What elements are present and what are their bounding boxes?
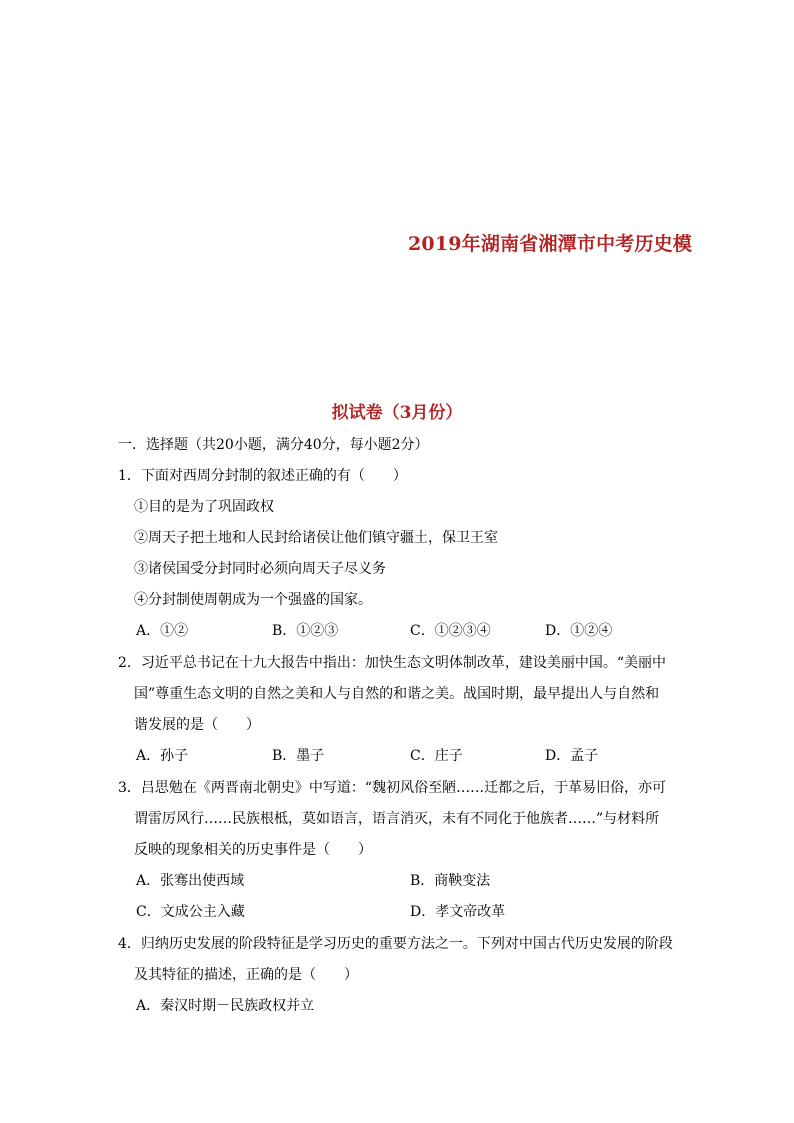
question-2-option-d: D．孟子 xyxy=(545,748,599,764)
question-3-line-1: 3．吕思勉在《两晋南北朝史》中写道：“魏初风俗至陋……迁都之后，于革易旧俗，亦可 xyxy=(118,780,667,796)
question-1-option-a: A．①② xyxy=(136,623,189,639)
question-3-line-2: 谓雷厉风行……民族根柢，莫如语言，语言消灭，未有不同化于他族者……”与材料所 xyxy=(134,811,660,827)
question-3-option-a: A．张骞出使西域 xyxy=(136,873,245,889)
document-title-line-2: 拟试卷（3月份） xyxy=(331,403,463,423)
question-3-line-3: 反映的现象相关的历史事件是（ ） xyxy=(134,842,372,858)
question-4-line-1: 4．归纳历史发展的阶段特征是学习历史的重要方法之一。下列对中国古代历史发展的阶段 xyxy=(118,936,673,952)
question-4-line-2: 及其特征的描述，正确的是（ ） xyxy=(134,967,358,983)
question-2-option-a: A．孙子 xyxy=(136,748,189,764)
question-1-option-c: C．①②③④ xyxy=(410,623,491,639)
question-1-item-3: ③诸侯国受分封同时必须向周天子尽义务 xyxy=(134,561,386,577)
question-2-line-2: 国”尊重生态文明的自然之美和人与自然的和谐之美。战国时期，最早提出人与自然和 xyxy=(134,686,660,702)
section-heading: 一．选择题（共20小题，满分40分，每小题2分） xyxy=(118,437,429,453)
question-3-option-d: D．孝文帝改革 xyxy=(410,904,506,920)
question-3-option-b: B．商鞅变法 xyxy=(410,873,491,889)
question-2-option-b: B．墨子 xyxy=(272,748,325,764)
question-4-option-a: A．秦汉时期－民族政权并立 xyxy=(136,998,315,1014)
question-2-option-c: C．庄子 xyxy=(410,748,463,764)
question-1-item-1: ①目的是为了巩固政权 xyxy=(134,499,274,515)
question-1-item-2: ②周天子把土地和人民封给诸侯让他们镇守疆土，保卫王室 xyxy=(134,530,498,546)
question-1-option-b: B．①②③ xyxy=(272,623,339,639)
question-2-line-3: 谐发展的是（ ） xyxy=(134,717,260,733)
document-title-line-1: 2019年湖南省湘潭市中考历史模 xyxy=(408,233,693,255)
question-1-option-d: D．①②④ xyxy=(545,623,613,639)
question-3-option-c: C．文成公主入藏 xyxy=(136,904,245,920)
question-2-line-1: 2．习近平总书记在十九大报告中指出：加快生态文明体制改革，建设美丽中国。“美丽中 xyxy=(118,655,667,671)
question-1-stem: 1．下面对西周分封制的叙述正确的有（ ） xyxy=(118,468,407,484)
question-1-item-4: ④分封制使周朝成为一个强盛的国家。 xyxy=(134,592,372,608)
